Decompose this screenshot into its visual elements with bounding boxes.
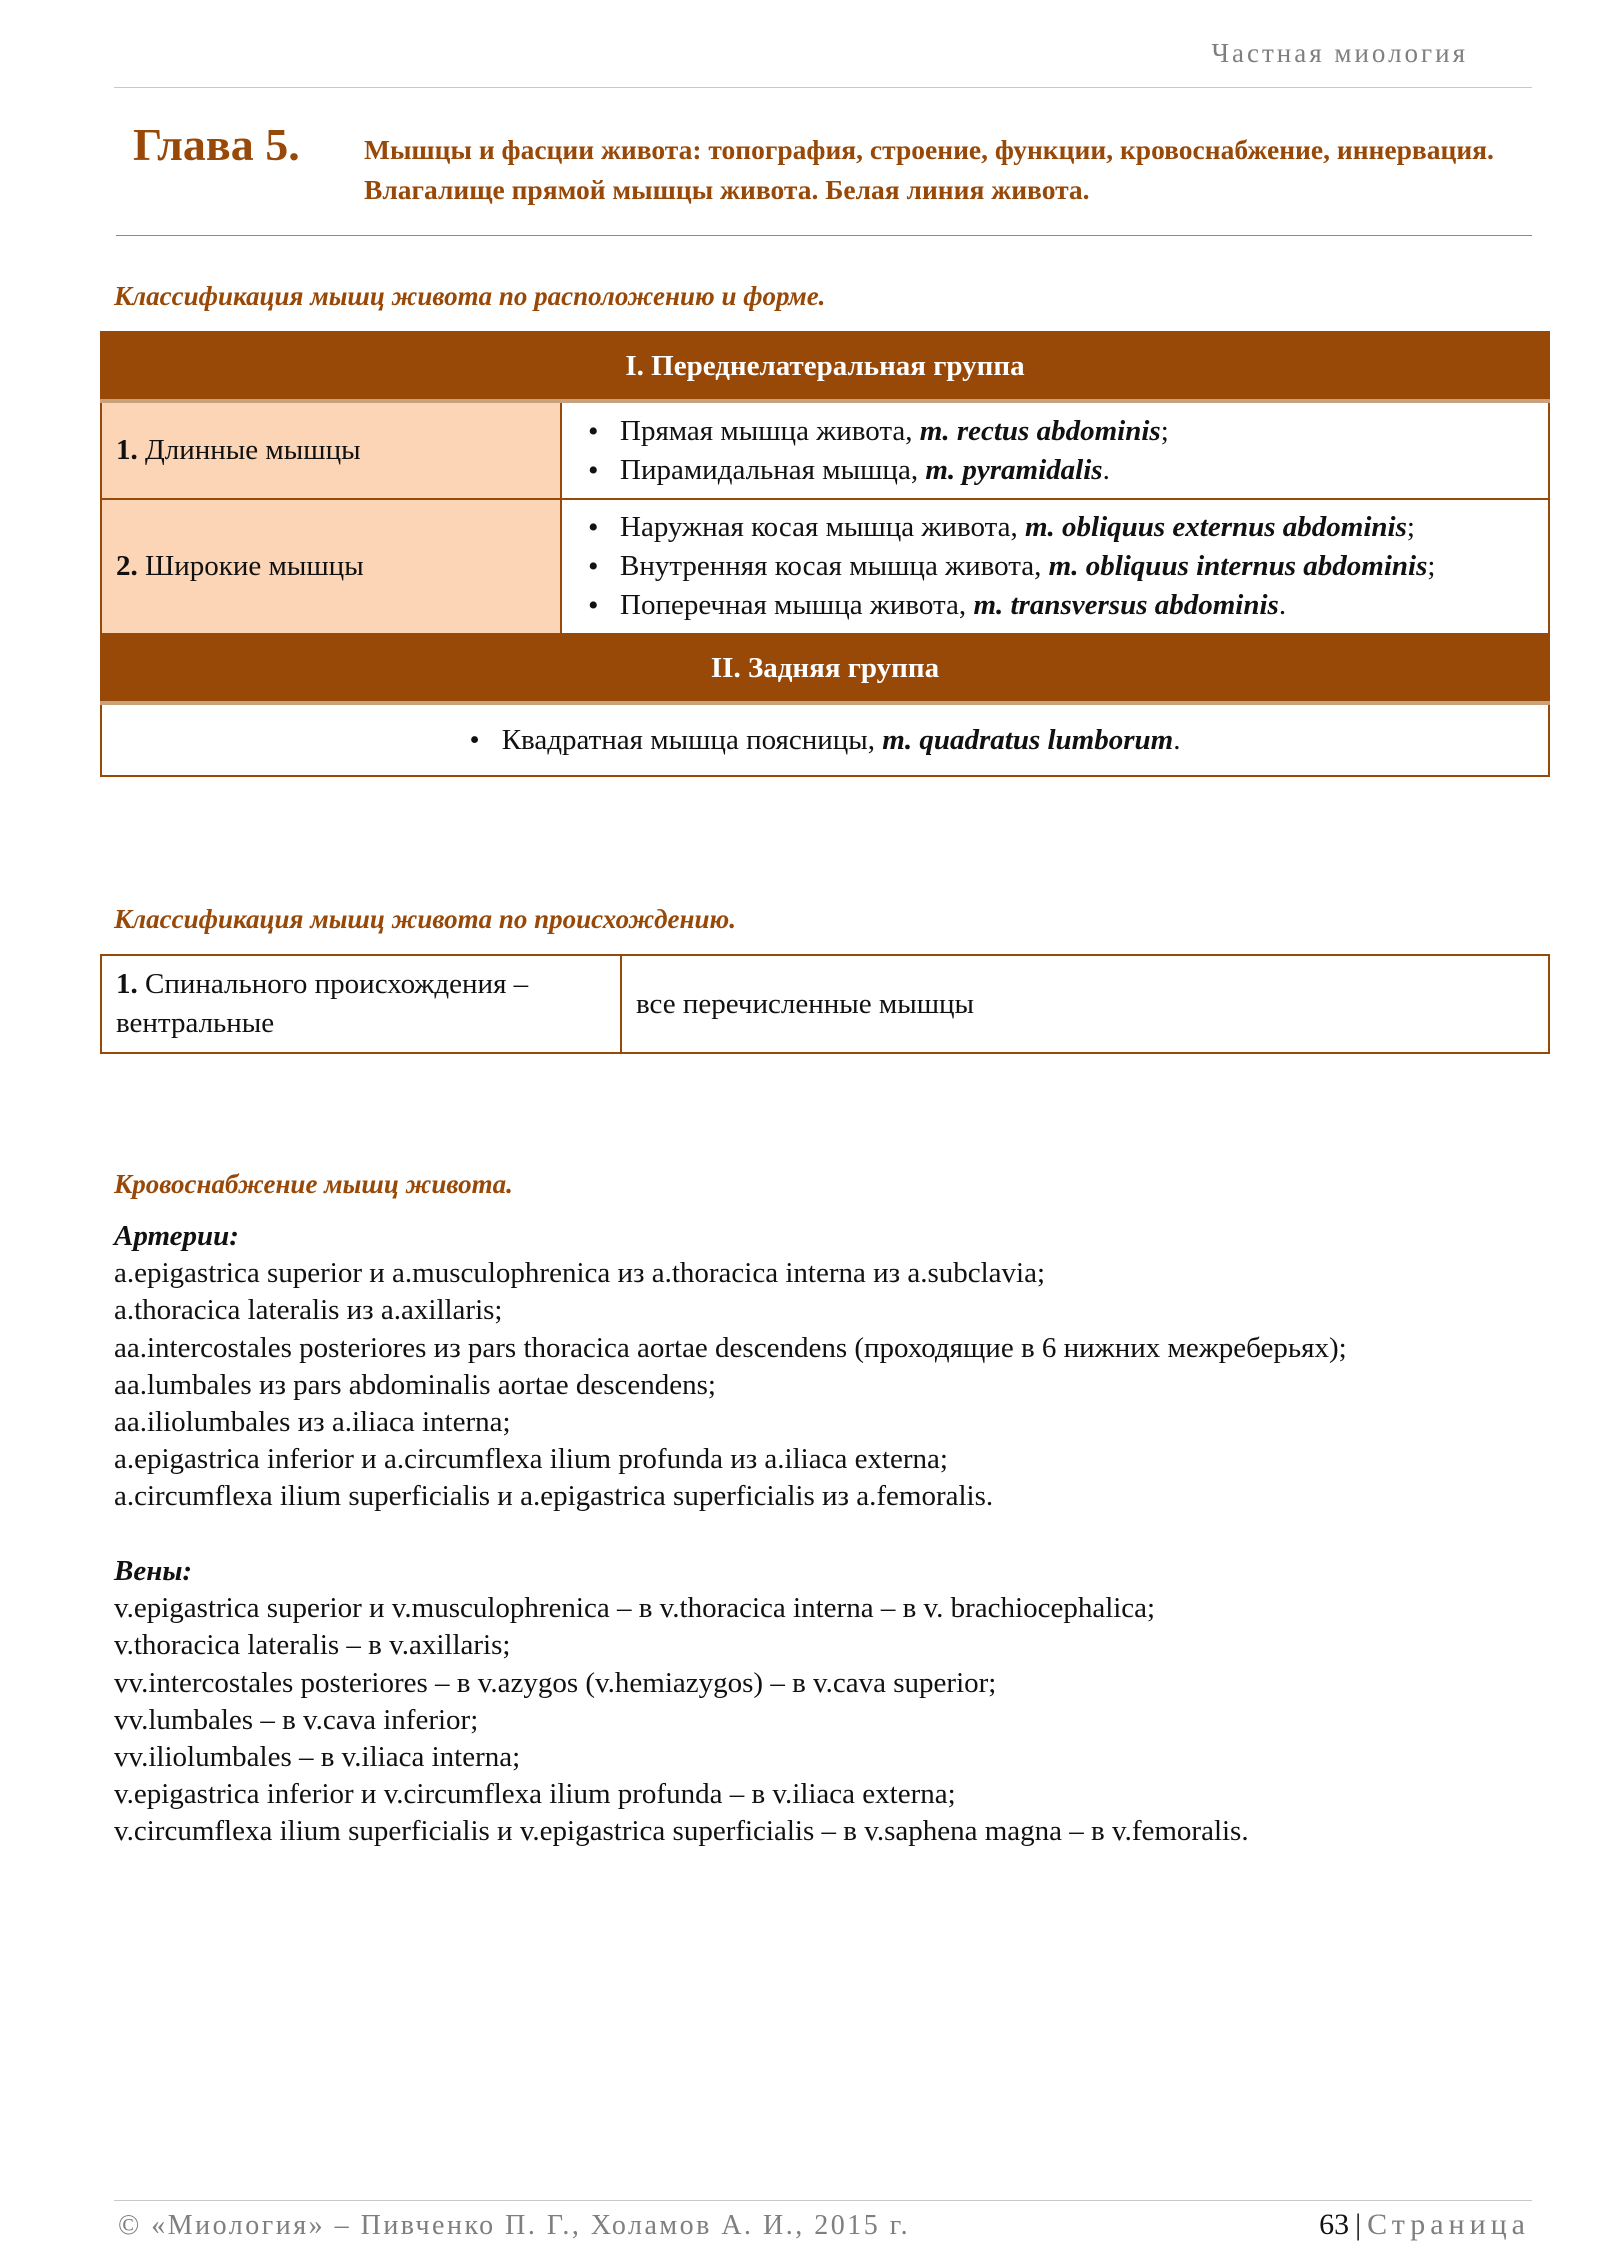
vein-line: v.epigastrica superior и v.musculophrenica – в v.thoracica interna – в v. brachiocephalica; [114,1592,1156,1625]
page-number: 63 [1319,2208,1350,2241]
section-heading-blood-supply: Кровоснабжение мышц живота. [114,1169,513,1199]
origin-label: Спинального происхождения – вентральные [116,968,529,1039]
list-item [582,412,1534,451]
artery-line: aa.iliolumbales из a.iliaca interna; [114,1406,511,1439]
row-label-cell [101,499,561,634]
group1-title: I. Переднелатеральная группа [101,332,1549,401]
arteries-heading: Артерии: [114,1220,239,1252]
chapter-label: Глава 5. [133,119,300,170]
artery-line: a.epigastrica inferior и a.circumflexa ilium profunda из a.iliaca externa; [114,1443,948,1476]
list-item [582,586,1534,625]
bullet-mark: • [469,723,480,756]
item-punct: . [1278,589,1287,621]
item-punct: ; [1427,550,1436,582]
muscle-list [582,508,1534,625]
muscle-list [582,412,1534,490]
footer-page-label [1319,2208,1530,2242]
artery-line: a.circumflexa ilium superficialis и a.epigastrica superficialis из a.femoralis. [114,1480,994,1513]
group-header-row [101,634,1549,703]
origin-value-cell: все перечисленные мышцы [621,955,1549,1053]
artery-line: aa.intercostales posteriores из pars thoracica aortae descendens (проходящие в 6 нижних межреберьях); [114,1331,1347,1364]
header-rule [114,87,1532,88]
section-heading-form: Классификация мышц живота по расположению и форме. [114,281,826,311]
muscle-name-latin: m. pyramidalis [925,453,1103,486]
vein-line: v.thoracica lateralis – в v.axillaris; [114,1629,511,1662]
item-punct: . [1173,723,1181,756]
row-label-cell [101,401,561,499]
artery-line: a.epigastrica superior и a.musculophrenica из a.thoracica interna из a.subclavia; [114,1257,1046,1290]
row-number: 1. [116,434,138,466]
muscle-name-ru: Квадратная мышца поясницы, [501,723,883,756]
row-items-cell [561,401,1549,499]
muscle-name-ru: Пирамидальная мышца, [620,453,926,486]
row-number: 1. [116,968,138,1000]
muscle-name-ru: Внутренняя косая мышца живота, [620,550,1049,582]
row-items-cell [561,499,1549,634]
muscle-name-latin: m. obliquus externus abdominis [1024,511,1407,543]
running-head: Частная миология [1211,38,1468,68]
vein-line: v.epigastrica inferior и v.circumflexa ilium profunda – в v.iliaca externa; [114,1778,956,1811]
origin-label-cell [101,955,621,1053]
veins-heading: Вены: [114,1555,193,1587]
muscle-name-ru: Поперечная мышца живота, [620,589,974,621]
item-punct: ; [1406,511,1415,543]
group2-item-cell [101,703,1549,776]
muscle-name-ru: Прямая мышца живота, [620,414,920,447]
arteries-block [114,1218,1347,1516]
vein-line: vv.intercostales posteriores – в v.azygos (v.hemiazygos) – в v.cava superior; [114,1666,997,1699]
origin-classification-table [100,954,1550,1054]
table-row [101,401,1549,499]
footer-copyright: © «Миология» – Пивченко П. Г., Холамов А. И., 2015 г. [118,2210,911,2241]
chapter-title: Мышцы и фасции живота: топография, строение, функции, кровоснабжение, иннервация. Влагалище прямой мышцы живота. Белая линия живота. [364,134,1494,205]
table-row [101,955,1549,1053]
list-item [582,508,1534,547]
list-item [582,547,1534,586]
page-word: Страница [1367,2208,1530,2241]
chapter-rule [116,235,1532,236]
muscle-name-latin: m. rectus abdominis [919,414,1161,447]
artery-line: a.thoracica lateralis из a.axillaris; [114,1294,503,1327]
row-label: Широкие мышцы [137,550,364,582]
page-separator: | [1355,2208,1362,2241]
vein-line: vv.iliolumbales – в v.iliaca interna; [114,1741,521,1774]
muscle-name-ru: Наружная косая мышца живота, [620,511,1025,543]
section-heading-origin: Классификация мышц живота по происхождению. [114,904,737,934]
list-item [582,451,1534,490]
footer-rule [114,2200,1532,2201]
muscle-name-latin: m. quadratus lumborum [882,723,1174,756]
item-punct: . [1102,453,1110,486]
veins-block [114,1553,1249,1851]
artery-line: aa.lumbales из pars abdominalis aortae descendens; [114,1368,716,1401]
item-punct: ; [1160,414,1169,447]
table-row [101,703,1549,776]
vein-line: v.circumflexa ilium superficialis и v.epigastrica superficialis – в v.saphena magna – в v.femoralis. [114,1815,1249,1848]
group-header-row [101,332,1549,401]
muscle-name-latin: m. transversus abdominis [973,589,1279,621]
vein-line: vv.lumbales – в v.cava inferior; [114,1703,479,1736]
group2-title: II. Задняя группа [101,634,1549,703]
form-classification-table [100,331,1550,777]
row-number: 2. [116,550,138,582]
row-label: Длинные мышцы [137,434,361,466]
muscle-name-latin: m. obliquus internus abdominis [1048,550,1428,582]
table-row [101,499,1549,634]
